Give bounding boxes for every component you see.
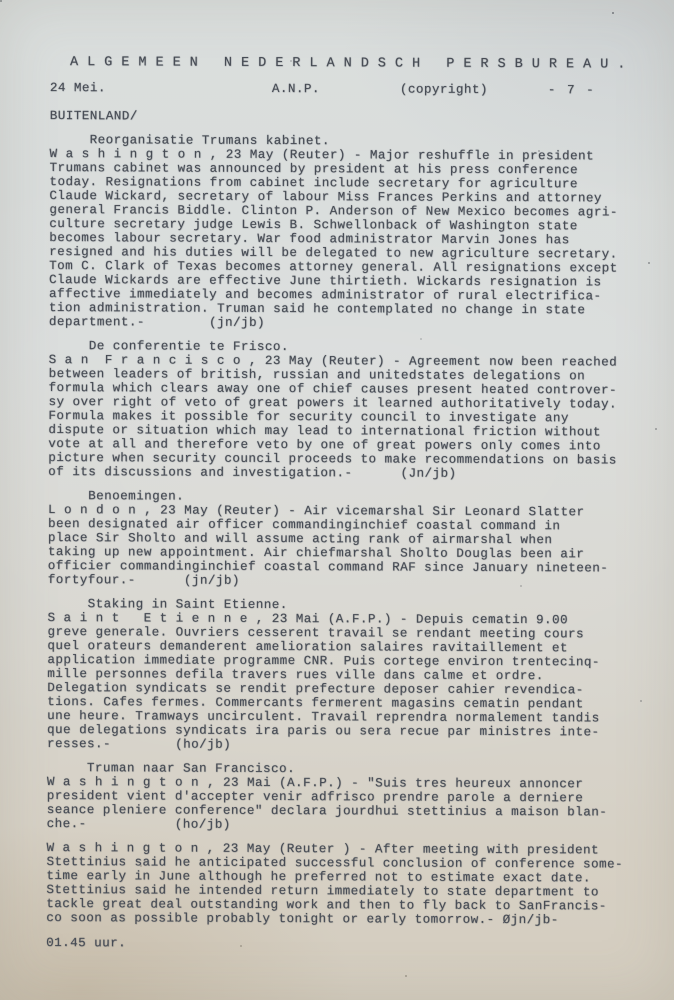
text-line: Trumans cabinet was announced by president at his press conference [49,160,579,178]
text-line: S a i n t E t i e n n e , 23 Mai (A.F.P.) - Depuis cematin 9.00 [47,610,569,628]
text-line: affective immediately and becomes administrator of rural electrifica- [48,286,602,304]
article [48,339,649,482]
agency-abbreviation: A.N.P. [271,81,320,97]
text-line: W a s h i n g t o n , 23 May (Reuter) - Major reshuffle in president [49,146,595,164]
text-line: been designated air officer commandinginchief coastal command in [47,516,561,534]
text-line: resigned and his duties will be delegated to new agriculture secretary. [49,244,618,262]
text-line: che.- (ho/jb) [46,816,231,832]
text-line: of its discussions and investigation.- (Jn/jb) [48,464,457,481]
issue-info-line [50,81,650,99]
articles [46,133,649,928]
text-line: president vient d'accepter venir adfrisco prendre parole a derniere [46,788,584,806]
page-content [46,56,650,953]
text-line: quel orateurs demanderent amelioration salaires ravitaillement et [47,638,568,656]
text-line: department.- (jn/jb) [48,314,266,330]
text-line: resses.- (ho/jb) [46,736,232,752]
copyright-notice: (copyright) [399,82,488,97]
text-line: time early in June although he preferred not to estimate exact date. [46,868,591,886]
article [48,489,648,590]
text-line: une heure. Tramways uncirculent. Travail reprendra normalement tandis [47,708,600,726]
text-line: formula which clears away one of chief causes present heated controver- [48,380,618,398]
text-line: fortyfour.- (jn/jb) [47,572,240,588]
text-line: application immediate programme CNR. Puis cortege environ trentecinq- [47,652,600,670]
article-title: Truman naar San Francisco. [86,761,296,777]
text-line: culture secretary judge Lewis B. Schwellonback of Washington state [49,216,578,234]
text-line: Stettinius said he anticipated successful conclusion of conference some- [46,854,624,872]
article-title: De conferentie te Frisco. [88,339,289,355]
text-line: Stettinius said he intended return immediately to state department to [46,882,599,900]
text-line: general Francis Biddle. Clinton P. Anderson of New Mexico becomes agri- [49,202,618,220]
issue-date: 24 Mei. [49,80,106,96]
text-line: becomes labour secretary. War food administrator Marvin Jones has [49,230,570,248]
section-rubric: BUITENLAND/ [49,108,138,124]
closing-time: 01.45 uur. [46,935,127,951]
text-line: between leaders of british, russian and unitedstates delegations on [48,366,586,384]
text-line: officier commandinginchief coastal command RAF since January nineteen- [47,558,609,576]
text-line: sy over right of veto of great powers it learned authoritatively today. [48,394,618,412]
text-line: picture when security council proceeds to make recommendations on basis [48,450,617,468]
article-title: Benoemingen. [88,489,185,504]
text-line: W a s h i n g t o n , 23 May (Reuter ) - After meeting with president [46,840,600,858]
article-title: Staking in Saint Etienne. [87,597,288,613]
article [47,597,648,754]
text-line: S a n F r a n c i s c o , 23 May (Reuter) - Agreement now been reached [48,352,618,370]
text-line: today. Resignations from cabinet include secretary for agriculture [49,174,578,192]
article [49,133,650,332]
masthead-title: A L G E M E E N N E D E R L A N D S C H P E R S B U R E A U . [69,55,626,73]
article-title: Reorganisatie Trumans kabinet. [89,133,330,149]
text-line: que delegations syndicats ira paris ou sera recue par ministres inte- [47,722,600,740]
page-number: - 7 - [547,83,596,98]
text-line: L o n d o n , 23 May (Reuter) - Air vicemarshal Sir Leonard Slatter [47,502,585,520]
text-line: taking up new appointment. Air chiefmarshal Sholto Douglas been air [47,544,585,562]
text-line: Tom C. Clark of Texas becomes attorney general. All resignations except [49,258,618,276]
text-line: Formula makes it possible for security council to investigate any [48,408,569,426]
article [47,761,647,834]
text-line: Claude Wickard, secretary of labour Miss Frances Perkins and attorney [49,188,602,206]
text-line: dispute or situation which may lead to international friction without [48,422,601,440]
text-line: seance pleniere conference" declara jourdhui stettinius a maison blan- [46,802,608,820]
text-line: mille personnes defila travers rues ville dans calme et ordre. [47,666,544,684]
text-line: place Sir Sholto and will assume acting rank of airmarshal when [47,530,553,548]
text-line: tackle great deal outstanding work and then to fly back to SanFrancis- [46,896,607,914]
text-line: Claude Wickards are effective June thirtieth. Wickards resignation is [48,272,602,290]
text-line: co soon as possible probably tonight or early tomorrow.- Øjn/jb- [46,910,559,928]
text-line: Delegation syndicats se rendit prefecture deposer cahier revendica- [47,680,584,698]
text-line: vote at all and therefore veto by one of great powers only comes into [48,436,601,454]
text-line: greve generale. Ouvriers cesserent travail se rendant meeting cours [47,624,585,642]
text-line: tion administration. Truman said he contemplated no change in state [48,300,586,318]
article [46,841,646,928]
text-line: W a s h i n g t o n , 23 Mai (A.F.P.) - "Suis tres heureux annoncer [46,774,584,792]
text-line: tions. Cafes fermes. Commercants fermerent magasins cematin pendant [47,694,584,712]
